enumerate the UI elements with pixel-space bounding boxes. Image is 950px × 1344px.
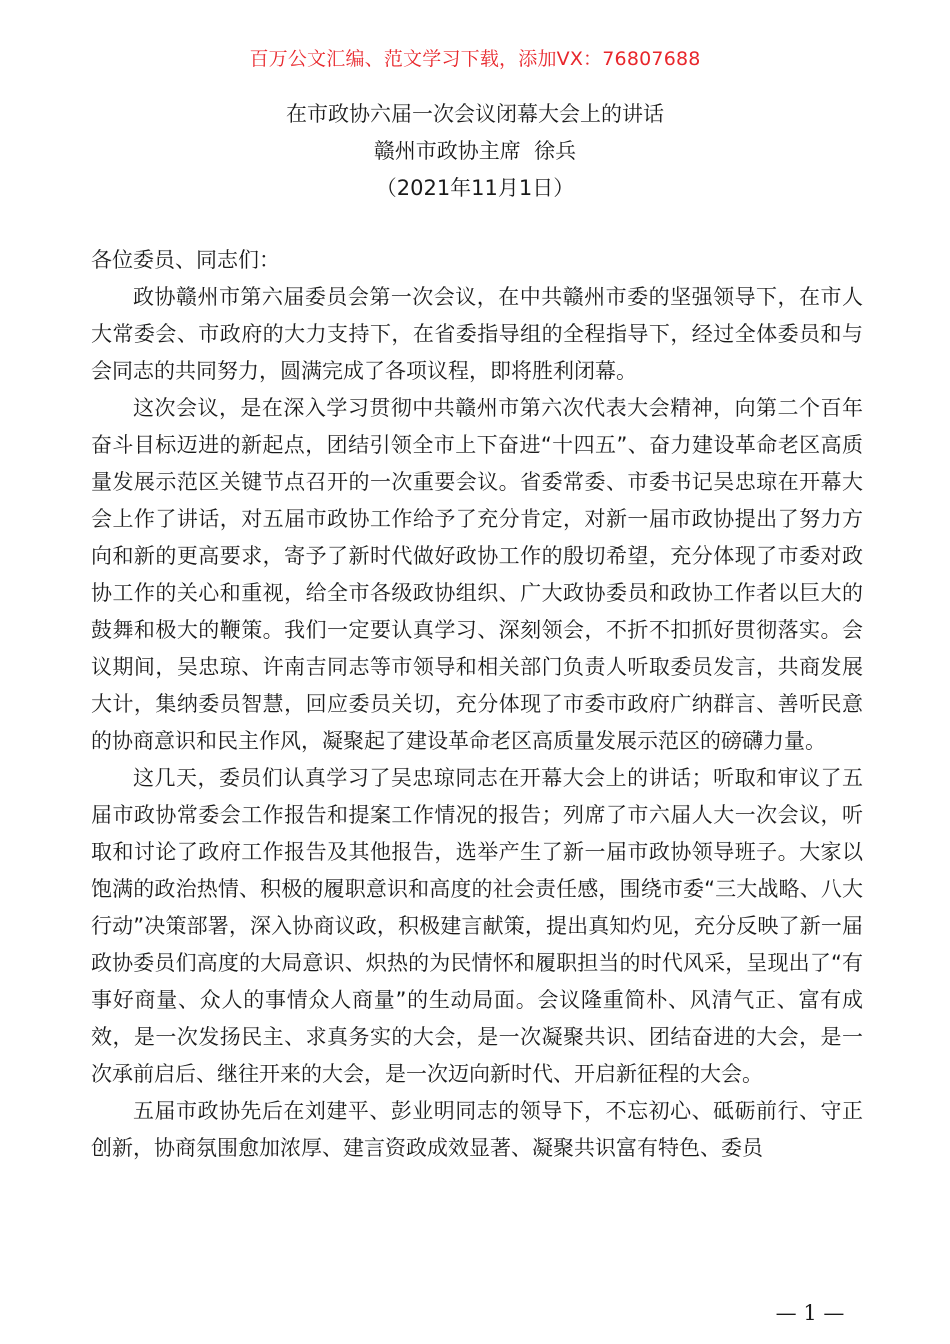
header-banner: 百万公文汇编、范文学习下载，添加VX：76807688 bbox=[249, 48, 701, 70]
speech-date: （2021年11月1日） bbox=[375, 176, 575, 200]
paragraph: 这次会议，是在深入学习贯彻中共赣州市第六次代表大会精神，向第二个百年奋斗目标迈进的新起点，团结引领全市上下奋进“十四五”、奋力建设革命老区高质量发展示范区关键节点召开的一次重要会议。省委常委、市委书记吴忠琼在开幕大会上作了讲话，对五届市政协工作给予了充分肯定，对新一届市政协提出了努力方向和新的更高要求，寄予了新时代做好政协工作的殷切希望，充分体现了市委对政协工作的关心和重视，给全市各级政协组织、广大政协委员和政协工作者以巨大的鼓舞和极大的鞭策。我们一定要认真学习、深刻领会，不折不扣抓好贯彻落实。会议期间，吴忠琼、许南吉同志等市领导和相关部门负责人听取委员发言，共商发展大计，集纳委员智慧，回应委员关切，充分体现了市委市政府广纳群言、善听民意的协商意识和民主作风，凝聚起了建设革命老区高质量发展示范区的磅礴力量。 bbox=[91, 396, 863, 753]
title-block bbox=[0, 96, 950, 207]
paragraph: 五届市政协先后在刘建平、彭业明同志的领导下，不忘初心、砥砺前行、守正创新，协商氛围愈加浓厚、建言资政成效显著、凝聚共识富有特色、委员 bbox=[91, 1099, 863, 1160]
speaker-line: 赣州市政协主席 徐兵 bbox=[373, 139, 577, 163]
paragraph: 政协赣州市第六届委员会第一次会议，在中共赣州市委的坚强领导下，在市人大常委会、市政府的大力支持下，在省委指导组的全程指导下，经过全体委员和与会同志的共同努力，圆满完成了各项议程，即将胜利闭幕。 bbox=[91, 285, 863, 383]
speech-body bbox=[91, 242, 863, 1167]
salutation: 各位委员、同志们： bbox=[91, 248, 280, 272]
paragraph: 这几天，委员们认真学习了吴忠琼同志在开幕大会上的讲话；听取和审议了五届市政协常委会工作报告和提案工作情况的报告；列席了市六届人大一次会议，听取和讨论了政府工作报告及其他报告，选举产生了新一届市政协领导班子。大家以饱满的政治热情、积极的履职意识和高度的社会责任感，围绕市委“三大战略、八大行动”决策部署，深入协商议政，积极建言献策，提出真知灼见，充分反映了新一届政协委员们高度的大局意识、炽热的为民情怀和履职担当的时代风采，呈现出了“有事好商量、众人的事情众人商量”的生动局面。会议隆重简朴、风清气正、富有成效，是一次发扬民主、求真务实的大会，是一次凝聚共识、团结奋进的大会，是一次承前启后、继往开来的大会，是一次迈向新时代、开启新征程的大会。 bbox=[91, 766, 863, 1086]
document-title: 在市政协六届一次会议闭幕大会上的讲话 bbox=[286, 102, 664, 126]
page-number: — 1 — bbox=[775, 1301, 845, 1325]
